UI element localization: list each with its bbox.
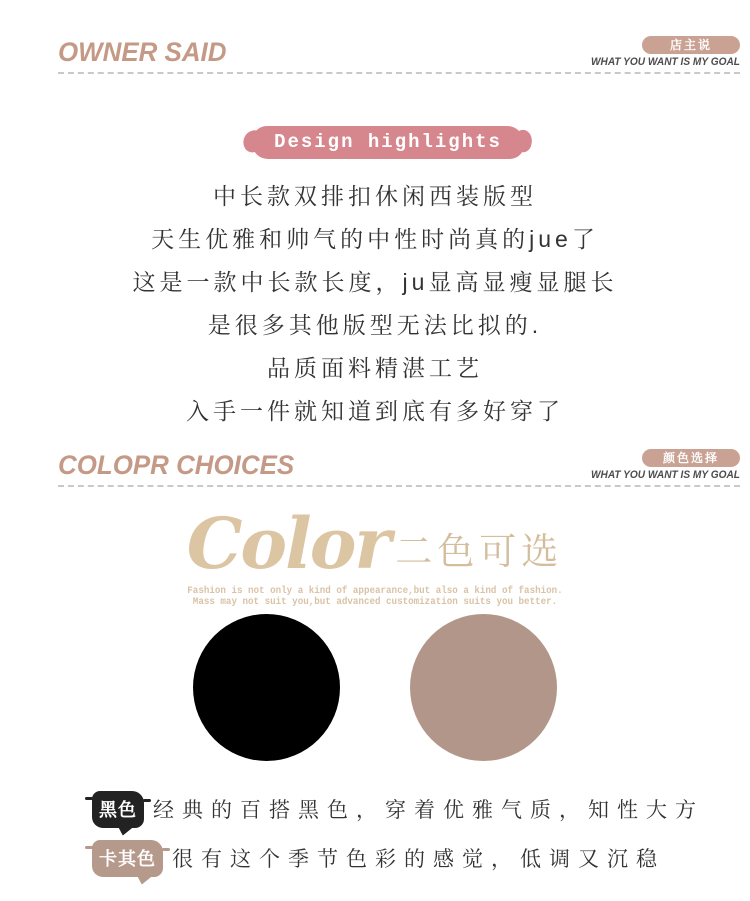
owner-header-right bbox=[578, 36, 740, 72]
colors-section-title: COLOPR CHOICES bbox=[58, 450, 295, 480]
bubble-label: 卡其色 bbox=[99, 848, 156, 869]
paragraph-line: 中长款双排扣休闲西装版型 bbox=[213, 183, 537, 209]
paragraph-line: 入手一件就知道到底有多好穿了 bbox=[186, 398, 564, 424]
colors-badge: 颜色选择 bbox=[642, 449, 740, 467]
swatch-circle-khaki bbox=[410, 614, 557, 761]
swatch-rows bbox=[92, 791, 750, 876]
owner-section-title: OWNER SAID bbox=[58, 37, 227, 67]
design-highlights-label: Design highlights bbox=[274, 131, 502, 153]
swatch-circle-black bbox=[193, 614, 340, 761]
swatch-description: 经典的百搭黑色，穿着优雅气质，知性大方 bbox=[153, 799, 704, 822]
swatch-row-black bbox=[92, 791, 750, 827]
owner-badge: 店主说 bbox=[642, 36, 740, 54]
color-hero bbox=[0, 502, 750, 585]
color-script-word: Color bbox=[186, 502, 390, 585]
color-swatch-circles bbox=[0, 614, 750, 761]
bubble-label: 黑色 bbox=[99, 799, 137, 820]
colors-section-header bbox=[58, 449, 740, 487]
color-caption bbox=[30, 586, 720, 608]
swatch-row-khaki bbox=[92, 840, 750, 876]
color-caption-line2: Mass may not suit you,but advanced customization suits you better. bbox=[192, 597, 558, 608]
swatch-description: 很有这个季节色彩的感觉，低调又沉稳 bbox=[172, 848, 665, 871]
bubble-tail bbox=[118, 827, 134, 836]
design-highlights-badge bbox=[252, 126, 524, 159]
black-label-bubble bbox=[92, 791, 144, 828]
paragraph-line: 品质面料精湛工艺 bbox=[267, 355, 483, 381]
color-caption-line1: Fashion is not only a kind of appearance,but also a kind of fashion. bbox=[187, 586, 563, 597]
colors-header-right bbox=[578, 449, 740, 485]
paragraph-line: 是很多其他版型无法比拟的. bbox=[207, 312, 543, 338]
paragraph-line: 这是一款中长款长度，ju显高显瘦显腿长 bbox=[132, 269, 618, 295]
owner-section-header bbox=[58, 0, 740, 74]
khaki-label-bubble bbox=[92, 840, 163, 877]
owner-tagline: WHAT YOU WANT IS MY GOAL bbox=[591, 56, 740, 68]
colors-tagline: WHAT YOU WANT IS MY GOAL bbox=[591, 469, 740, 481]
bubble-tail bbox=[137, 876, 153, 885]
color-subtitle: 二色可选 bbox=[395, 531, 564, 572]
paragraph-line: 天生优雅和帅气的中性时尚真的jue了 bbox=[151, 226, 599, 252]
design-paragraph bbox=[0, 175, 750, 433]
